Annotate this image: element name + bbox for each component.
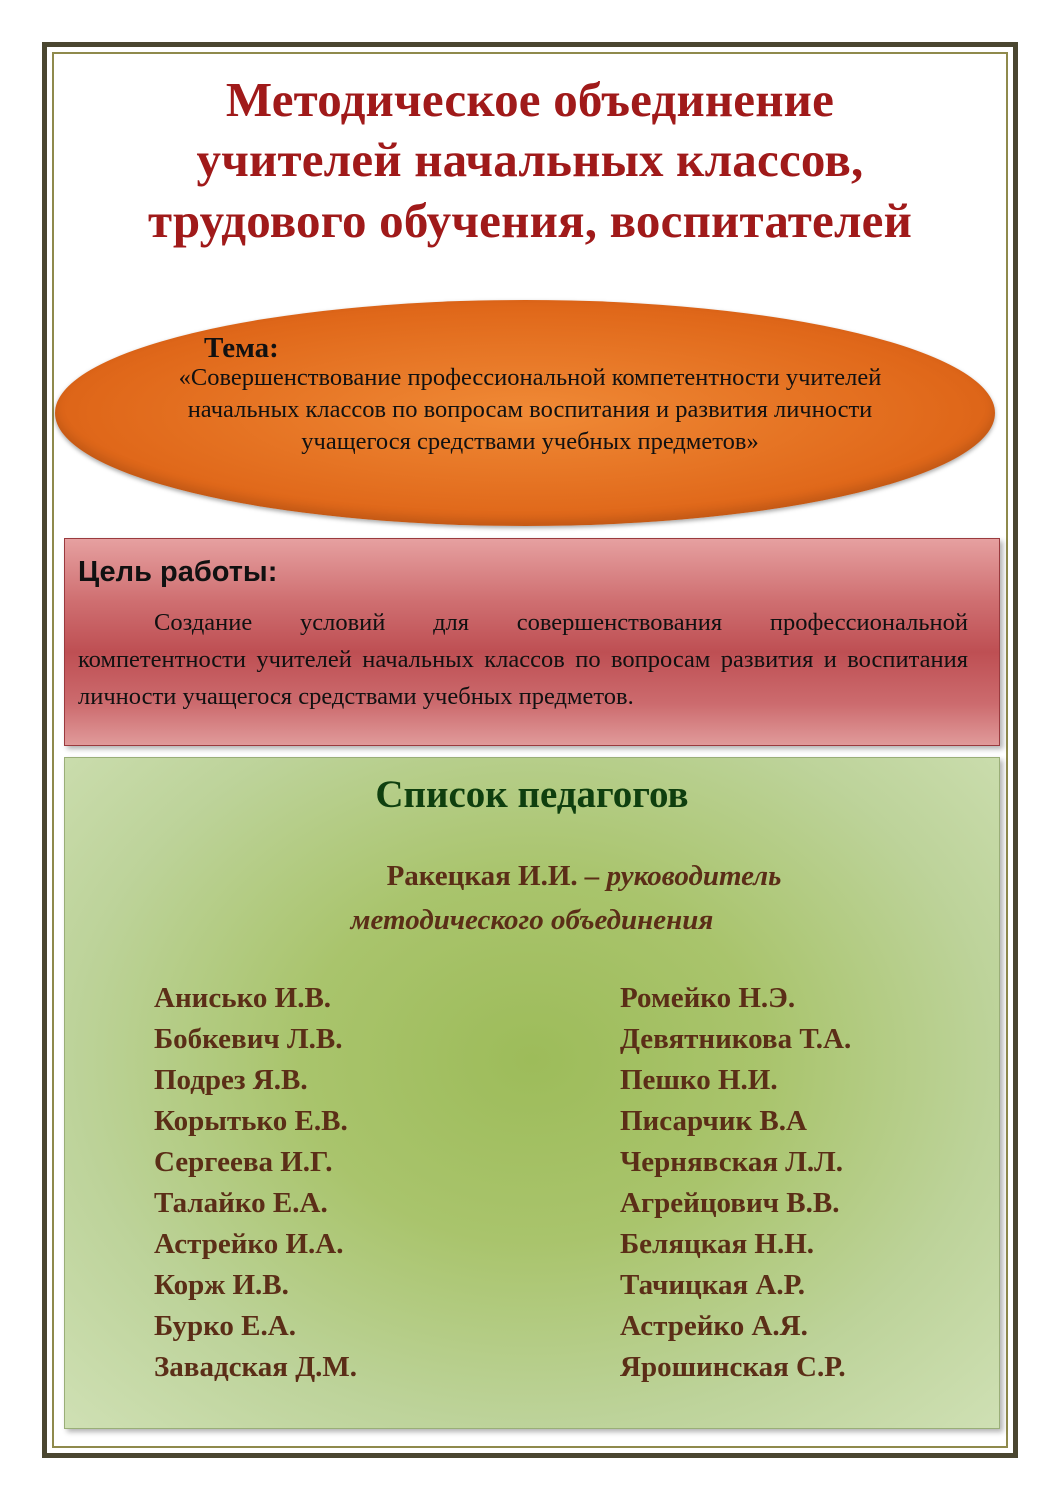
leader-name: Ракецкая И.И. <box>386 860 578 892</box>
list-item: Анисько И.В. <box>154 982 332 1014</box>
list-item: Беляцкая Н.Н. <box>620 1228 815 1260</box>
theme-line-3: учащегося средствами учебных предметов» <box>301 427 759 455</box>
staff-list-right <box>620 978 851 1388</box>
list-item: Ярошинская С.Р. <box>620 1351 846 1383</box>
list-item: Подрез Я.В. <box>154 1064 308 1096</box>
list-item: Корж И.В. <box>154 1269 289 1301</box>
theme-text <box>120 362 940 458</box>
leader-info <box>64 855 1000 942</box>
list-item: Писарчик В.А <box>620 1105 807 1137</box>
list-item: Астрейко А.Я. <box>620 1310 808 1342</box>
list-item: Корытько Е.В. <box>154 1105 348 1137</box>
list-item: Талайко Е.А. <box>154 1187 328 1219</box>
list-item: Тачицкая А.Р. <box>620 1269 805 1301</box>
list-item: Пешко Н.И. <box>620 1064 778 1096</box>
title-line-3: трудового обучения, воспитателей <box>147 192 913 248</box>
list-item: Завадская Д.М. <box>154 1351 358 1383</box>
list-item: Астрейко И.А. <box>154 1228 344 1260</box>
list-item: Агрейцович В.В. <box>620 1187 840 1219</box>
theme-line-1: «Совершенствование профессиональной компетентности учителей <box>178 364 882 391</box>
list-item: Сергеева И.Г. <box>154 1146 333 1178</box>
leader-role-1: – руководитель <box>584 860 782 892</box>
staff-list-left <box>154 978 357 1388</box>
list-item: Ромейко Н.Э. <box>620 982 796 1014</box>
theme-line-2: начальных классов по вопросам воспитания и развития личности <box>187 395 873 423</box>
goal-text: Создание условий для совершенствования профессиональной компетентности учителей начальных классов по вопросам развития и воспитания личности учащегося средствами учебных предметов. <box>78 609 968 711</box>
page-title <box>54 70 1006 251</box>
list-item: Бурко Е.А. <box>154 1310 296 1342</box>
list-item: Чернявская Л.Л. <box>620 1146 843 1178</box>
title-line-1: Методическое объединение <box>225 72 835 127</box>
leader-role-2: методического объединения <box>350 903 714 936</box>
goal-label: Цель работы: <box>78 556 278 588</box>
title-line-2: учителей начальных классов, <box>196 132 864 188</box>
list-item: Девятникова Т.А. <box>620 1023 852 1055</box>
staff-title: Список педагогов <box>375 773 689 816</box>
list-item: Бобкевич Л.В. <box>154 1023 343 1055</box>
theme-label: Тема: <box>204 332 279 364</box>
